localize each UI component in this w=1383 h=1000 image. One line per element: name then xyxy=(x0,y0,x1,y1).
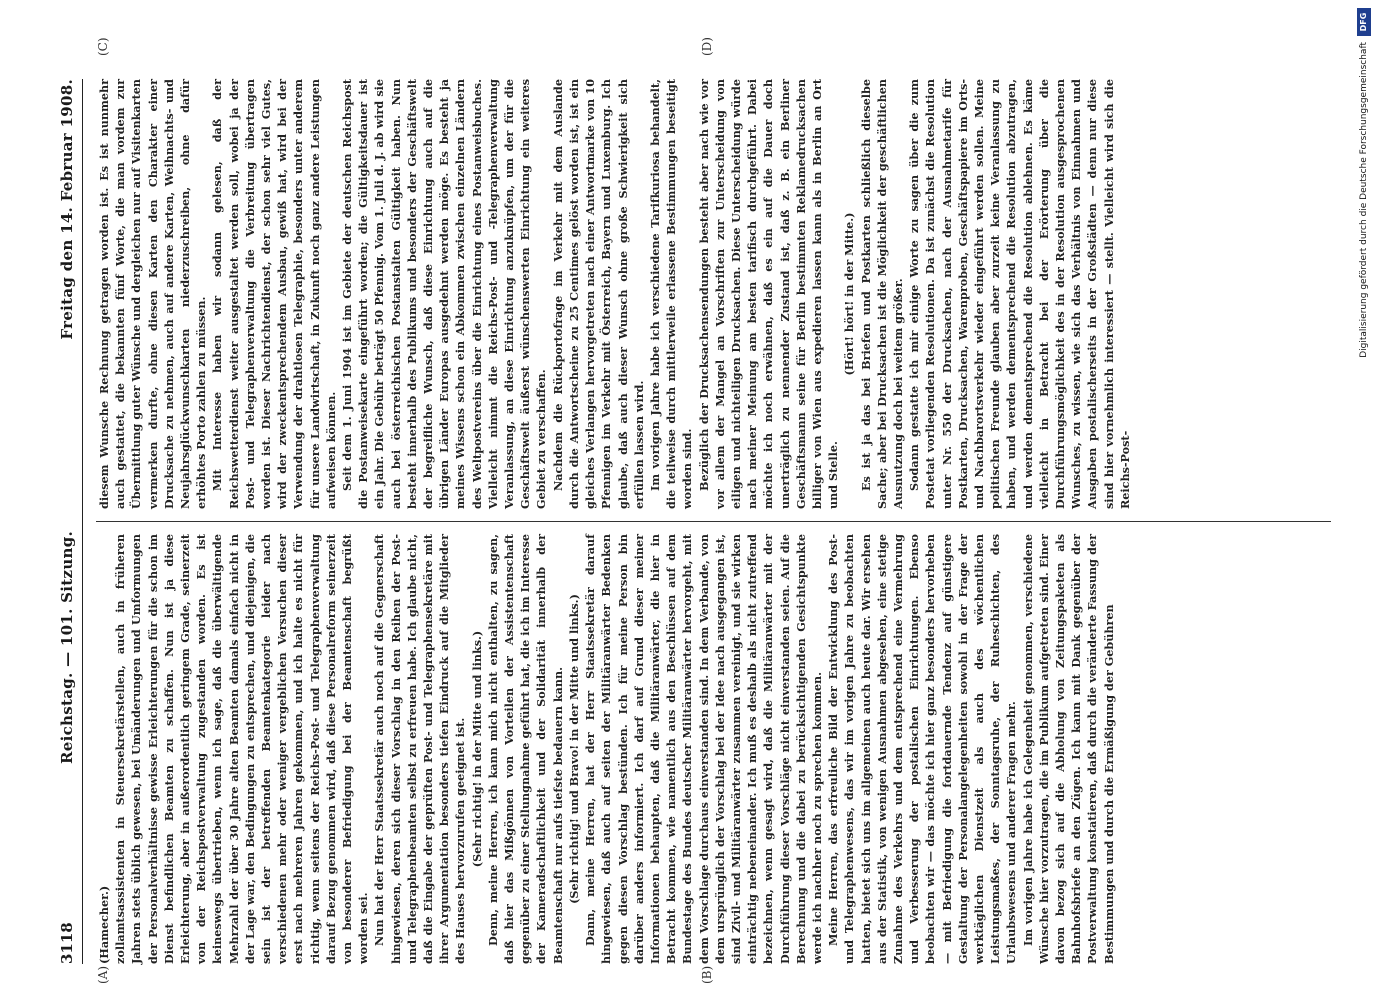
paragraph: Bezüglich der Drucksachensendungen besteht aber nach wie vor vor allem der Mangel an Vorschriften zur Unterscheidung von eiligen und nichteiligen Drucksachen. Diese Unterscheidung würde nach meiner Meinung am besten tarifisch durchgeführt. Dabei möchte ich noch erwähnen, daß es ein auf die Dauer doch unerträglich zu nennender Zustand ist, daß z. B. ein Berliner Geschäftsmann seine für Berlin bestimmten Reklamedrucksachen billiger von Wien aus expedieren lassen kann als in Berlin an Ort und Stelle. xyxy=(696,79,841,509)
margin-marker-c: (C) xyxy=(96,37,110,56)
paragraph: Sodann gestatte ich mir einige Worte zu sagen über die zum Postetat vorliegenden Resolutionen. Da ist zunächst die Resolution unter Nr. 550 der Drucksachen, nach der Ausnahmetarife für Postkarten, Drucksachen, Warenproben, Geschäftspapiere im Orts- und Nachbarortsverkehr wieder eingeführt werden sollen. Meine politischen Freunde glauben aber zurzeit keine Veranlassung zu haben, und werden dementsprechend die Resolution abzutragen, und werden dementsprechend die Resolution ablehnen. Es käme vielleicht in Betracht bei der Erörterung über die Durchführungsmöglichkeit des in der Resolution ausgesprochenen Wunsches, zu wissen, wie sich das Verhältnis von Einnahmen und Ausgaben postalischerseits in der Großstädten — denn nur diese sind hier vornehmlich interessiert — stellt. Vielleicht wird sich die Reichs-Post- xyxy=(907,79,1132,509)
paragraph: (Sehr richtig! in der Mitte und links.) xyxy=(469,630,484,868)
dfg-logo: DFG xyxy=(1357,8,1371,36)
paragraph: Nachdem die Rückportofrage im Verkehr mit dem Auslande durch die Antwortscheine zu 25 Centimes gelöst worden ist, ist ein gleiches Verlangen hervorgetreten nach einer Antwortmarke von 10 Pfennigen im Verkehr mit Österreich, Bayern und Luxemburg. Ich glaube, daß auch dieser Wunsch ohne große Schwierigkeit sich erfüllen lassen wird. xyxy=(550,79,646,509)
paragraph: (Hört! hört! in der Mitte.) xyxy=(842,212,857,376)
paragraph: (Sehr richtig! und Bravo! in der Mitte und links.) xyxy=(566,594,581,904)
page-header xyxy=(58,79,83,964)
session-date: Freitag den 14. Februar 1908. xyxy=(58,79,76,340)
margin-marker-d: (D) xyxy=(700,37,714,56)
paragraph: Meine Herren, das erfreuliche Bild der Entwicklung des Post- und Telegraphenwesens, das wir im vorigen Jahre zu beobachten hatten, bietet sich uns im allgemeinen auch heute dar. Wir ersehen aus der Statistik, von wenigen Ausnahmen abgesehen, eine stetige Zunahme des Verkehrs und dem entsprechend eine Vermehrung und Verbesserung der postalischen Einrichtungen. Ebenso beobachten wir — das möchte ich hier ganz besonders hervorheben — mit Befriedigung die fortdauernde Tendenz auf günstigere Gestaltung der Personalangelegenheiten sowohl in der Frage der werktäglichen Dienstzeit als auch des wöchentlichen Leistungsmaßes, der Sonntagsruhe, der Ruheschichten, des Urlaubswesens und anderer Fragen mehr. xyxy=(826,534,1019,964)
margin-marker-a: (A) xyxy=(96,965,110,984)
paragraph: zollamtsassistenten in Steuersekretärstellen, auch in früheren Jahren stets üblich gewesen, bei Umänderungen und Umformungen der Personalverhältnisse gewisse Erleichterungen für die schon im Dienst befindlichen Beamten zu schaffen. Nun ist ja diese Erleichterung, aber in außerordentlich geringem Grade, seinerzeit von der Reichspostverwaltung zugestanden worden. Es ist keineswegs übertrieben, wenn ich sage, daß die überwältigende Mehrzahl der über 30 Jahre alten Beamten damals einfach nicht in der Lage war, den Bedingungen zu entsprechen, und diejenigen, die sein ist der betreffenden Beamtenkategorie leider nach verschiedenen mehr oder weniger vergeblichen Versuchen dieser erst nach mehreren Jahren gekommen, und ich halte es nicht für richtig, wenn seitens der Reichs-Post- und Telegraphenverwaltung darauf Bezug genommen wird, daß diese Personalreform seinerzeit von besonderer Befriedigung bei der Beamtenschaft begrüßt worden sei. xyxy=(113,534,371,964)
paragraph: Nun hat der Herr Staatssekretär auch noch auf die Gegnerschaft hingewiesen, deren sich dieser Vorschlag in den Reihen der Post- und Telegraphenbeamten selbst zu erfreuen habe. Ich glaube nicht, daß die Eingabe der geprüften Post- und Telegraphensekretäre mit ihrer Argumentation besonders tiefen Eindruck auf die Mitglieder des Hauses hervorzurufen geeignet ist. xyxy=(372,534,468,964)
paragraph: Denn, meine Herren, ich kann mich nicht enthalten, zu sagen, daß hier das Mißgönnen von Vorteilen der Assistentenschaft gegenüber zu einer Stellungnahme geführt hat, die ich im Interesse der Kameradschaftlichkeit und der Solidarität innerhalb der Beamtenschaft nur aufs tiefste bedauern kann. xyxy=(485,534,565,964)
funding-note: Digitalisierung gefördert durch die Deutsche Forschungsgemeinschaft xyxy=(1359,42,1369,358)
paragraph: Seit dem 1. Juni 1904 ist im Gebiete der deutschen Reichspost die Postanweisekarte eingeführt worden; die Gültigkeitsdauer ist ein Jahr. Die Gebühr beträgt 50 Pfennig. Vom 1. Juli d. J. ab wird sie auch bei österreichischen Postanstalten Gültigkeit haben. Nun besteht innerhalb des Publikums und besonders der Geschäftswelt der begreifliche Wunsch, daß diese Einrichtung auch auf die übrigen Länder Europas ausgedehnt werden möge. Es besteht ja meines Wissens schon ein Abkommen zwischen einzelnen Ländern des Weltpostvereins über die Einrichtung eines Postanweisbuches. Vielleicht nimmt die Reichs-Post- und -Telegraphenverwaltung Veranlassung, an diese Einrichtung anzuknüpfen, um der für die Geschäftswelt äußerst wünschenswerten Einrichtung ein weiteres Gebiet zu verschaffen. xyxy=(340,79,549,509)
paragraph: Im vorigen Jahre habe ich Gelegenheit genommen, verschiedene Wünsche hier vorzutragen, die im Publikum aufgetreten sind. Einer davon bezog sich auf die Abholung von Zeitungspaketen als Bahnhofsbriefe an den Zügen. Ich kann mit Dank gegenüber der Postverwaltung konstatieren, daß durch die veränderte Fassung der Bestimmungen und durch die Ermäßigung der Gebühren xyxy=(1020,534,1116,964)
page-number: 3118 xyxy=(58,922,76,964)
right-column xyxy=(96,79,1331,509)
paragraph: diesem Wunsche Rechnung getragen worden ist. Es ist nunmehr auch gestattet, die bekannten fünf Worte, die man vordem zur Übermittlung guter Wünsche und dergleichen nur auf Visitenkarten vermerken durfte, ohne diesen Karten den Charakter einer Drucksache zu nehmen, auch auf andere Karten, Weihnachts- und Neujahrsglückwunschkarten niederzuschreiben, ohne dafür erhöhtes Porto zahlen zu müssen. xyxy=(97,79,209,509)
column-divider xyxy=(96,521,1331,522)
paragraph: Im vorigen Jahre habe ich verschiedene Tarifkuriosa behandelt, die teilweise durch mittlerweile erlassene Bestimmungen beseitigt worden sind. xyxy=(647,79,695,509)
paragraph: Dann, meine Herren, hat der Herr Staatssekretär darauf hingewiesen, daß auch auf seiten der Militäranwärter Bedenken gegen diesen Vorschlag bestünden. Ich für meine Person bin darüber anders informiert. Ich darf auf Grund dieser meiner Informationen behaupten, daß die Militäranwärter, die hier in Betracht kommen, wie namentlich aus den Beschlüssen auf dem Bundestage des Bundes deutscher Militäranwärter hervorgeht, mit dem Vorschlage durchaus einverstanden sind. In dem Verbande, von dem ursprünglich der Vorschlag bei der Idee nach ausgegangen ist, sind Zivil- und Militäranwärter zusammen vereinigt, und sie wirken einträchtig nebeneinander. Ich muß es deshalb als nicht zutreffend bezeichnen, wenn gesagt wird, daß die Militäranwärter mit der Durchführung dieser Vorschläge nicht einverstanden seien. Auf die Berechnung und die dabei zu berücksichtigenden Gesichtspunkte werde ich nachher noch zu sprechen kommen. xyxy=(583,534,824,964)
left-column xyxy=(96,534,1331,964)
session-title: Reichstag. — 101. Sitzung. xyxy=(58,530,76,764)
digitization-footer xyxy=(1355,0,1375,1000)
paragraph: Mit Interesse haben wir sodann gelesen, daß der Reichswetterdienst weiter ausgestaltet werden soll, wobei ja der Post- und Telegraphenverwaltung die Verbreitung übertragen worden ist. Dieser Nachrichtendienst, der schon sehr viel Gutes, wird der zweckentsprechendem Ausbau, gewiß hat, wird bei der Verwendung der drahtlosen Telegraphie, besonders unter anderem für unsere Landwirtschaft, in Zukunft noch ganz andere Leistungen aufweisen können. xyxy=(210,79,338,509)
paragraph: Es ist ja das bei Briefen und Postkarten schließlich dieselbe Sache; aber bei Drucksachen ist die Möglichkeit der geschäftlichen Ausnutzung doch bei weitem größer. xyxy=(858,79,905,509)
paragraph: (Hamecher.) xyxy=(97,885,111,964)
margin-marker-b: (B) xyxy=(700,965,714,984)
